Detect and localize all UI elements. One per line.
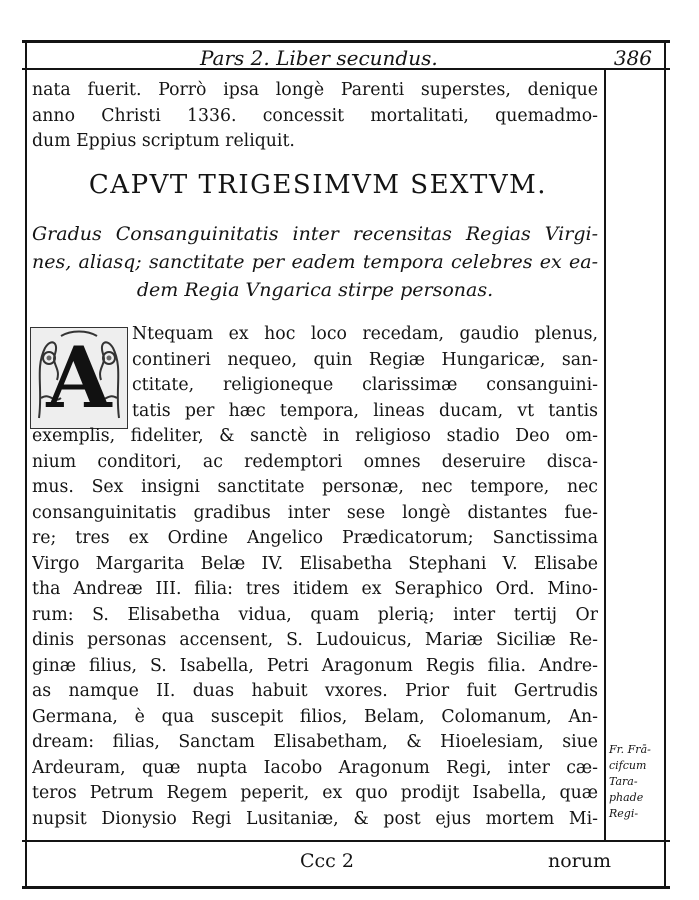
text-line: as namque II. duas habuit vxores. Prior fuit Gertrudis bbox=[32, 681, 598, 701]
text-line: Germana, è qua suscepit filios, Belam, Colomanum, An- bbox=[32, 706, 598, 727]
text-line: tatis per hæc tempora, lineas ducam, vt tantis bbox=[132, 400, 598, 421]
marginal-line: Tara- bbox=[609, 775, 638, 788]
text-line: tha Andreæ III. filia: tres itidem ex Seraphico Ord. Mino- bbox=[32, 579, 598, 599]
text-line: contineri nequeo, quin Regiæ Hungaricæ, san- bbox=[132, 349, 598, 370]
text-line: dream: filias, Sanctam Elisabetham, & Hioelesiam, siue bbox=[32, 732, 598, 752]
marginal-line: Regi- bbox=[609, 807, 639, 820]
margin-column-rule bbox=[604, 70, 606, 840]
text-line: anno Christi 1336. concessit mortalitati, quemadmo- bbox=[32, 105, 598, 126]
text-line: dum Eppius scriptum reliquit. bbox=[32, 131, 295, 151]
text-line: ctitate, religioneque clarissimæ consanguini- bbox=[132, 375, 598, 395]
right-frame-rule bbox=[664, 42, 666, 888]
text-line: Virgo Margarita Belæ IV. Elisabetha Stephani V. Elisabe bbox=[32, 553, 598, 574]
marginal-note bbox=[609, 742, 661, 822]
initial-letter: A bbox=[46, 328, 112, 427]
text-line: nupsit Dionysio Regi Lusitaniæ, & post ejus mortem Mi- bbox=[32, 808, 598, 829]
marginal-line: phade bbox=[609, 791, 644, 804]
body-paragraph bbox=[32, 424, 598, 832]
footer-rule bbox=[22, 840, 670, 842]
running-head: Pars 2. Liber secundus. bbox=[200, 46, 438, 70]
subtitle-line: Gradus Consanguinitatis inter recensitas Regias Virgi- bbox=[32, 223, 598, 245]
chapter-title: CAPVT TRIGESIMVM SEXTVM. bbox=[88, 170, 548, 200]
decorated-initial bbox=[30, 327, 128, 429]
top-rule bbox=[22, 40, 670, 43]
text-line: rum: S. Elisabetha vidua, quam plerią; inter tertij Or bbox=[32, 604, 598, 625]
subtitle-line: nes, aliasq; sanctitate per eadem tempora celebres ex ea- bbox=[32, 251, 598, 273]
text-line: Ardeuram, quæ nupta Iacobo Aragonum Regi, inter cæ- bbox=[32, 757, 598, 778]
page-number: 386 bbox=[613, 46, 652, 70]
text-line: dinis personas accensent, S. Ludouicus, Mariæ Siciliæ Re- bbox=[32, 630, 598, 650]
text-line: ginæ filius, S. Isabella, Petri Aragonum Regis filia. Andre- bbox=[32, 655, 598, 676]
text-line: nata fuerit. Porrò ipsa longè Parenti superstes, denique bbox=[32, 80, 598, 100]
marginal-line: cifcum bbox=[609, 759, 647, 772]
text-line: consanguinitatis gradibus inter sese longè distantes fue- bbox=[32, 502, 598, 523]
catchword: norum bbox=[548, 850, 612, 872]
opening-paragraph bbox=[32, 78, 598, 155]
indented-lines bbox=[132, 322, 598, 424]
text-line: Ntequam ex hoc loco recedam, gaudio plenus, bbox=[132, 324, 598, 344]
chapter-subtitle bbox=[32, 220, 598, 304]
text-line: mus. Sex insigni sanctitate personæ, nec tempore, nec bbox=[32, 477, 598, 497]
text-line: exemplis, fideliter, & sanctè in religioso stadio Deo om- bbox=[32, 426, 598, 446]
text-line: teros Petrum Regem peperit, ex quo prodijt Isabella, quæ bbox=[32, 783, 598, 803]
subtitle-line: dem Regia Vngarica stirpe personas. bbox=[136, 279, 494, 301]
left-frame-rule bbox=[25, 42, 27, 888]
text-line: re; tres ex Ordine Angelico Prædicatorum; Sanctissima bbox=[32, 528, 598, 548]
text-line: nium conditori, ac redemptori omnes deseruire disca- bbox=[32, 451, 598, 472]
signature-mark: Ccc 2 bbox=[300, 850, 354, 872]
marginal-line: Fr. Frā- bbox=[609, 743, 651, 756]
bottom-rule bbox=[22, 886, 670, 889]
